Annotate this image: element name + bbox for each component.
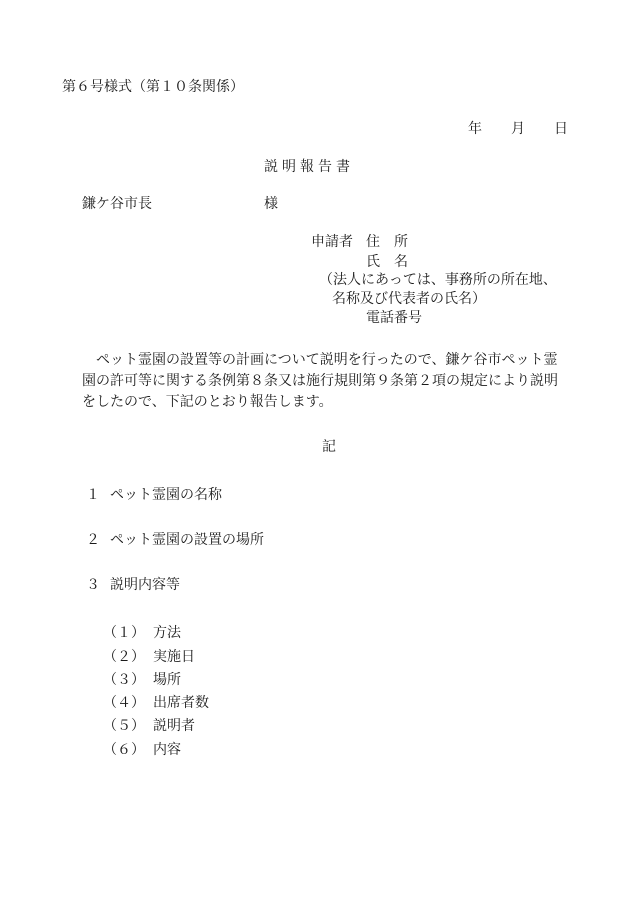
ki-heading: 記 [322,439,336,455]
corporation-note-line2: 名称及び代表者の氏名） [332,291,486,307]
honorific: 様 [264,196,278,212]
sub-item-attendees [103,696,209,710]
item-label: 説明内容等 [110,577,180,593]
item-number: ２ [86,532,100,548]
date-year-label: 年 [468,121,482,137]
sub-item-number: （５） [103,718,145,734]
applicant-label: 申請者 [311,234,353,250]
item-label: ペット霊園の設置の場所 [110,532,264,548]
sub-item-label: 説明者 [153,718,195,734]
sub-item-number: （３） [103,672,145,688]
item-label: ペット霊園の名称 [110,487,222,503]
sub-item-number: （４） [103,695,145,711]
sub-item-date [103,650,195,664]
date-line [468,122,568,136]
item-number: １ [86,487,100,503]
phone-label: 電話番号 [366,310,422,326]
sub-item-number: （２） [103,649,145,665]
report-body: ペット霊園の設置等の計画について説明を行ったので、鎌ケ谷市ペット霊園の許可等に関する条例第８条又は施行規則第９条第２項の規定により説明をしたので、下記のとおり報告します。 [82,352,558,410]
sub-item-label: 内容 [153,742,181,758]
sub-item-method [103,626,181,640]
sub-item-place [103,673,181,687]
date-month-label: 月 [511,121,525,137]
addressee: 鎌ケ谷市長 [82,196,152,212]
name-label: 氏 名 [366,254,408,270]
sub-item-content [103,743,181,757]
form-number: 第６号様式（第１０条関係） [62,79,244,95]
sub-item-presenter [103,719,195,733]
item-cemetery-location [86,533,264,547]
sub-item-label: 場所 [153,672,181,688]
corporation-note-line1: （法人にあっては、事務所の所在地、 [319,272,557,288]
sub-item-number: （６） [103,742,145,758]
date-day-label: 日 [554,121,568,137]
sub-item-number: （１） [103,625,145,641]
document-title: 説明報告書 [264,159,354,175]
item-number: ３ [86,577,100,593]
sub-item-label: 方法 [153,625,181,641]
address-label: 住 所 [366,234,408,250]
item-explanation-details [86,578,180,592]
sub-item-label: 出席者数 [153,695,209,711]
sub-item-label: 実施日 [153,649,195,665]
item-cemetery-name [86,488,222,502]
